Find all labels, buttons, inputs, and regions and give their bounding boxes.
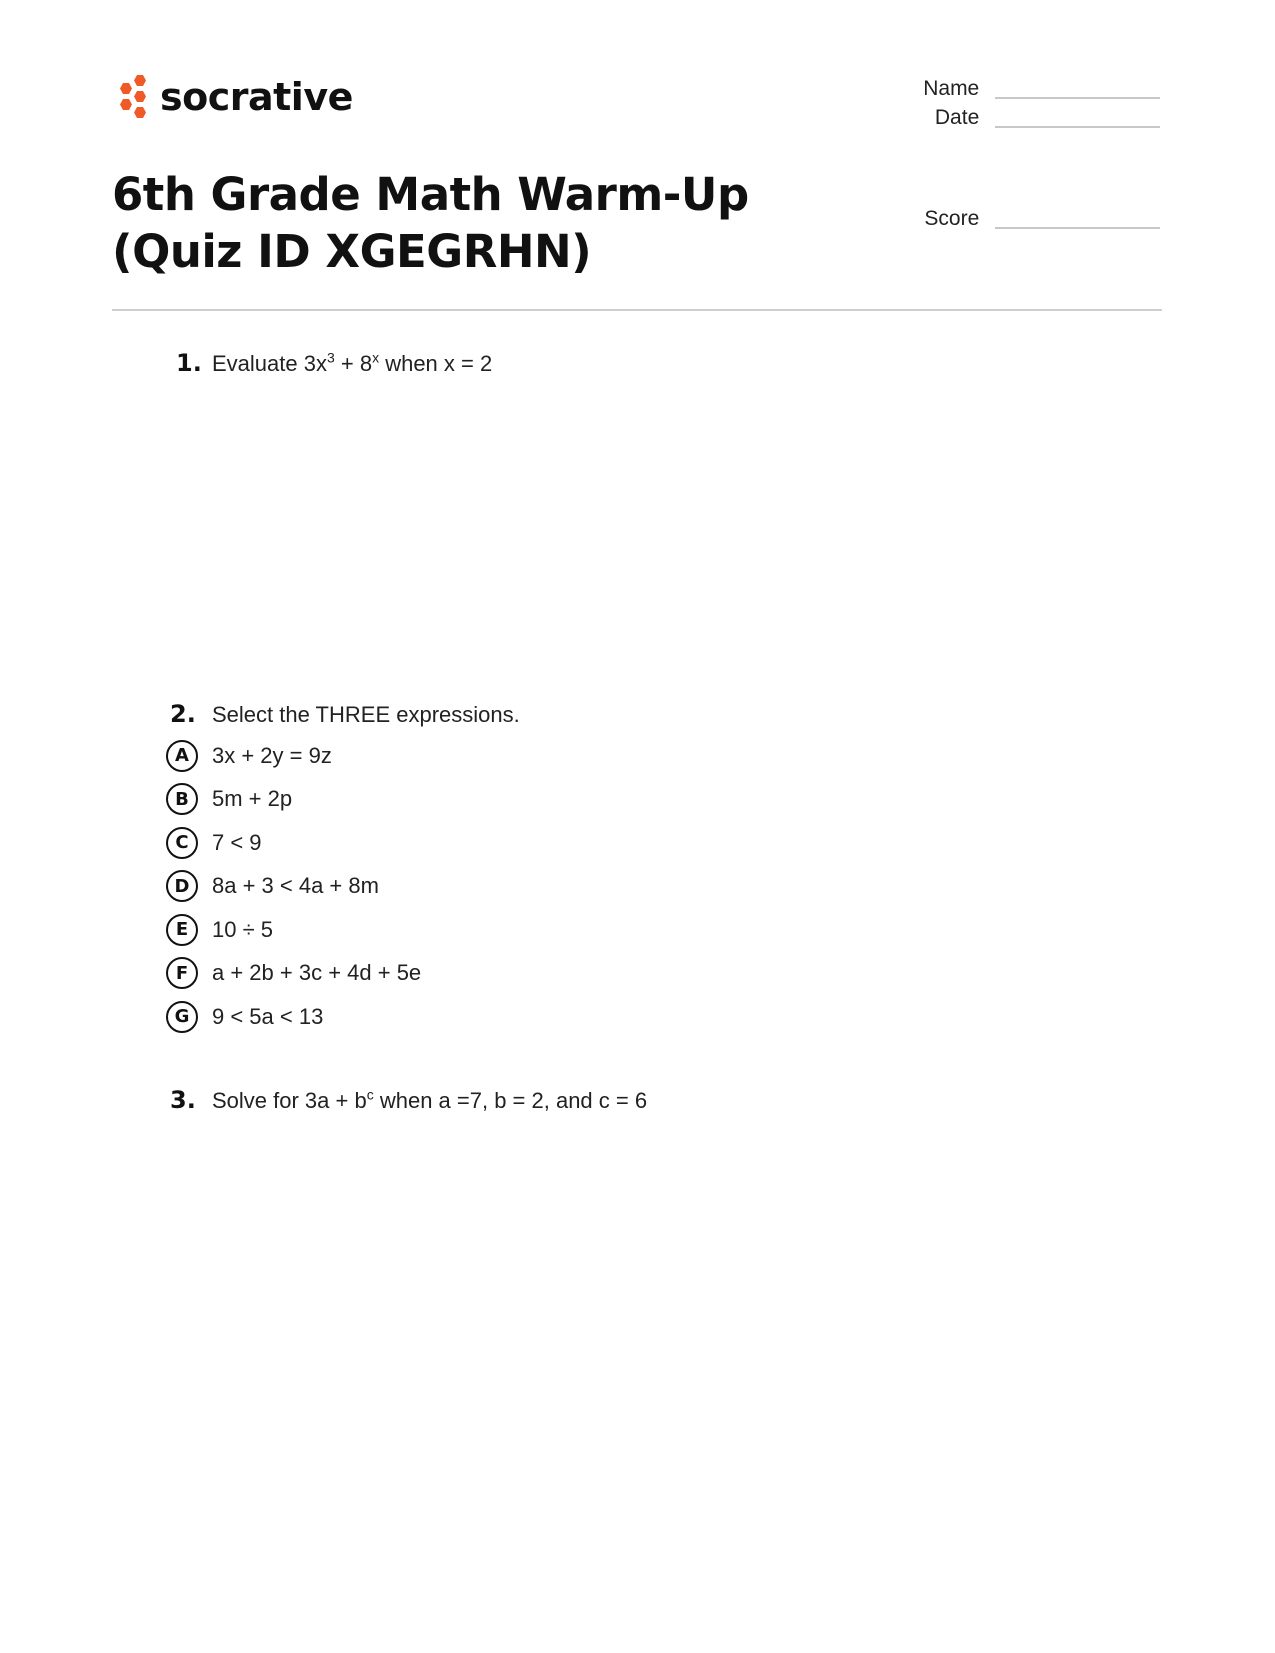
option-text: 7 < 9 [212,829,262,855]
option-text: 8a + 3 < 4a + 8m [212,873,379,899]
name-line[interactable] [995,96,1160,99]
socrative-logo [110,72,353,122]
date-line[interactable] [995,125,1160,128]
hexagon-cluster-icon [110,72,150,122]
option-text: a + 2b + 3c + 4d + 5e [212,960,422,986]
option-letter[interactable]: D [166,870,198,902]
option-d[interactable] [166,865,421,909]
option-e[interactable] [166,908,421,952]
option-text: 3x + 2y = 9z [212,742,332,768]
question-text: Evaluate $3x^3 + 8^x$ when x = 2 [212,349,493,376]
question-text: Select the THREE expressions. [212,702,520,727]
option-g[interactable] [166,995,421,1039]
option-letter[interactable]: G [166,1001,198,1033]
option-letter[interactable]: B [166,783,198,815]
option-b[interactable] [166,778,421,822]
option-letter[interactable]: E [166,914,198,946]
option-a[interactable] [166,734,421,778]
option-f[interactable] [166,952,421,996]
score-field[interactable] [880,207,1160,231]
option-text: 5m + 2p [212,786,293,812]
question-3 [170,1086,647,1114]
date-field[interactable] [880,106,1160,130]
header-divider [112,309,1162,311]
name-field[interactable] [880,77,1160,101]
question-number: 3. [170,1086,196,1114]
option-text: 10 ÷ 5 [212,916,274,942]
score-label: Score [924,207,980,230]
question-1 [176,349,492,377]
brand-name: socrative [160,75,353,119]
question-number: 2. [170,700,196,728]
question-2 [170,700,520,728]
name-label: Name [923,77,980,100]
question-number: 1. [176,349,202,377]
option-c[interactable] [166,821,421,865]
score-line[interactable] [995,226,1160,229]
date-label: Date [934,106,980,129]
option-text: 9 < 5a < 13 [212,1003,324,1029]
option-letter[interactable]: C [166,827,198,859]
page-title: 6th Grade Math Warm-Up (Quiz ID XGEGRHN) [112,168,749,278]
answer-options [166,734,421,1039]
question-text: Solve for $3a + b^c$ when a =7, b = 2, and c = 6 [212,1086,648,1113]
option-letter[interactable]: A [166,740,198,772]
option-letter[interactable]: F [166,957,198,989]
